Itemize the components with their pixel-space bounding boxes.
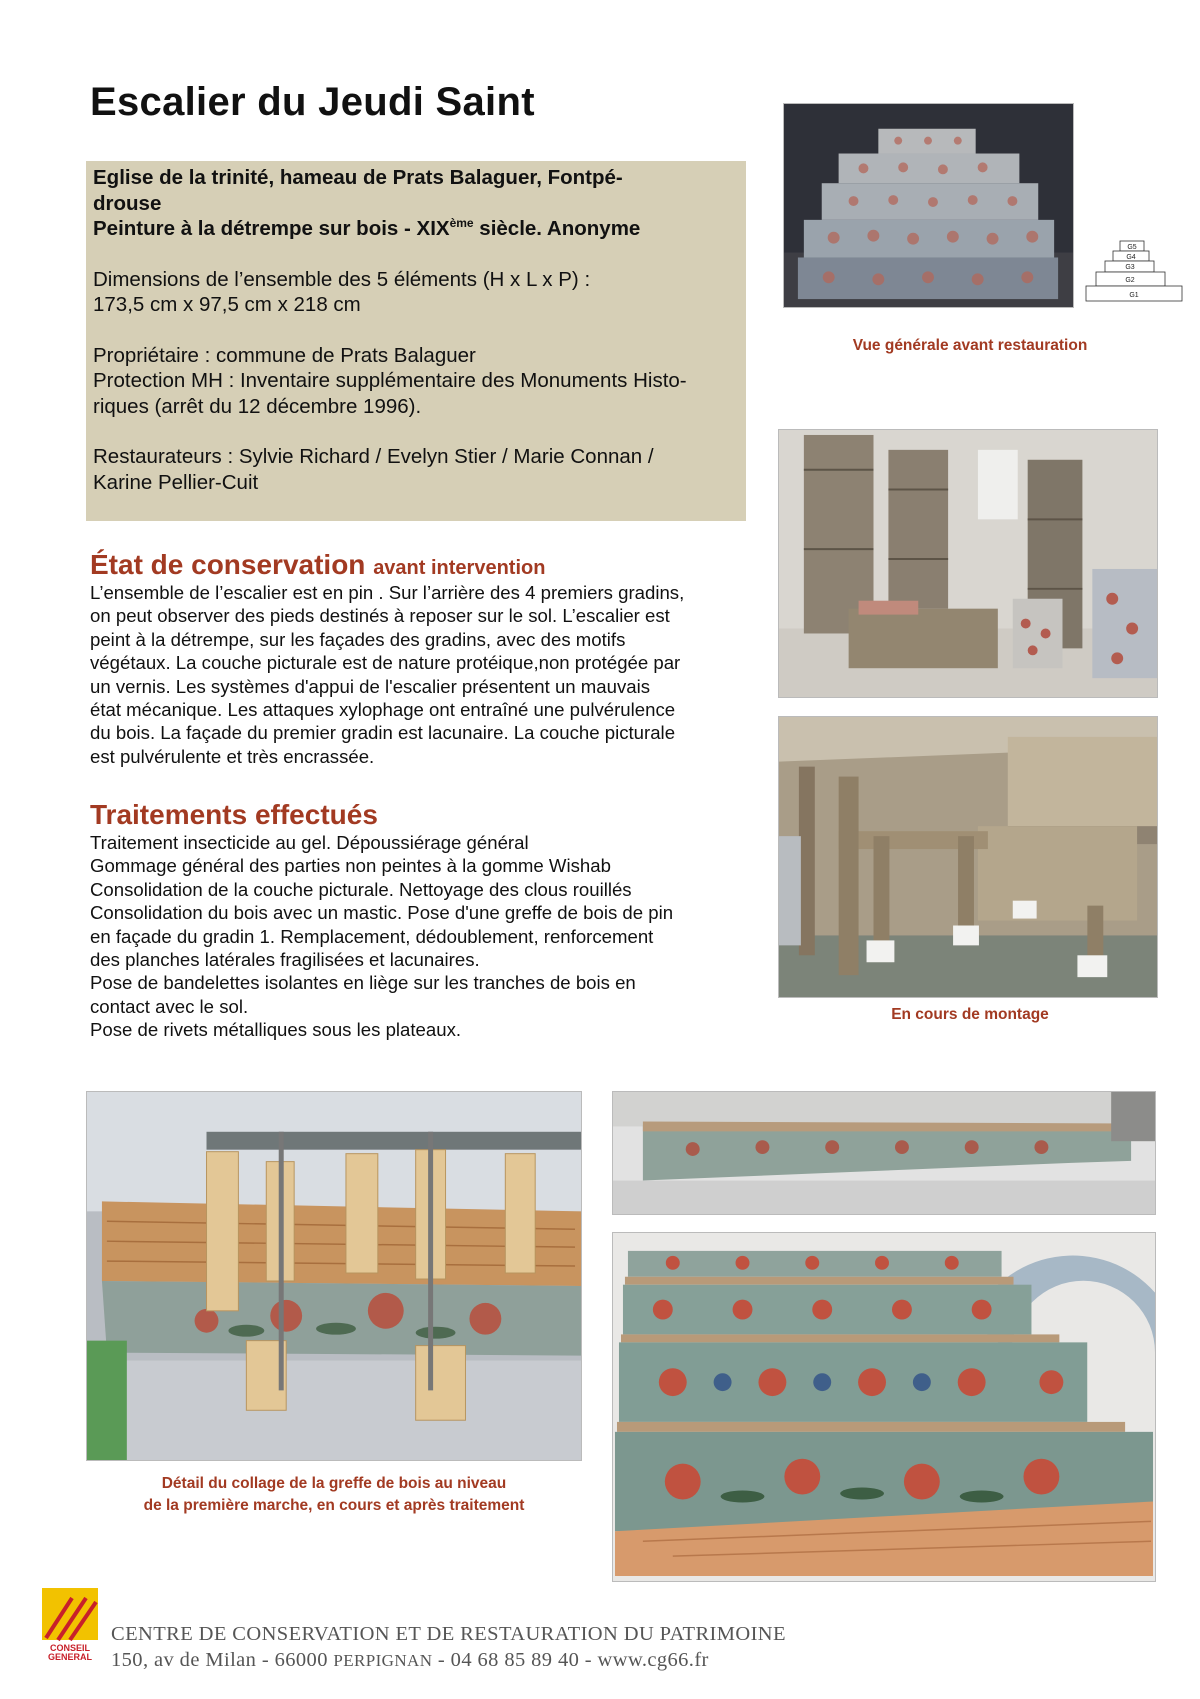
step-label-g3: G3 bbox=[1125, 264, 1135, 271]
text-line: végétaux. La couche picturale est de nature protéique,non protégée par bbox=[90, 652, 681, 674]
text-line: du bois. La façade du premier gradin est lacunaire. La couche picturale bbox=[90, 722, 676, 744]
footer-org: CENTRE DE CONSERVATION ET DE RESTAURATION DU PATRIMOINE bbox=[111, 1623, 786, 1645]
text-line: état mécanique. Les attaques xylophage ont entraîné une pulvérulence bbox=[90, 699, 676, 721]
treatments-text bbox=[90, 831, 750, 1042]
conservation-text bbox=[90, 581, 750, 768]
info-box bbox=[86, 161, 746, 521]
owner-line: Propriétaire : commune de Prats Balaguer bbox=[93, 343, 476, 367]
text-line: un vernis. Les systèmes d'appui de l'escalier présentent un mauvais bbox=[90, 675, 651, 697]
logo-text-1: CONSEIL bbox=[49, 1643, 91, 1653]
text-line: des planches latérales fragilisées et lacunaires. bbox=[90, 949, 480, 971]
assembly-caption: En cours de montage bbox=[891, 1006, 1049, 1023]
protection-line-1: Protection MH : Inventaire supplémentaire des Monuments Histo- bbox=[93, 369, 687, 392]
conservation-heading bbox=[90, 549, 750, 581]
page-title: Escalier du Jeudi Saint bbox=[90, 80, 535, 124]
footer-address-prefix: 150, av de Milan - 66000 bbox=[111, 1649, 334, 1671]
location-line-1: Eglise de la trinité, hameau de Prats Balaguer, Fontpé- bbox=[93, 166, 623, 189]
logo-text-2: GENERAL bbox=[47, 1652, 93, 1662]
dismantled-parts-photo bbox=[778, 429, 1158, 698]
restorers-line-2: Karine Pellier-Cuit bbox=[93, 470, 259, 494]
technique-suffix: siècle. Anonyme bbox=[473, 217, 641, 240]
location-line-2: drouse bbox=[93, 191, 162, 215]
conservation-section bbox=[90, 549, 750, 768]
footer bbox=[111, 1621, 786, 1674]
dimensions-line-2: 173,5 cm x 97,5 cm x 218 cm bbox=[93, 293, 361, 316]
century-superscript: ème bbox=[449, 216, 474, 231]
conservation-heading-sub: avant intervention bbox=[373, 557, 546, 579]
clamping-detail-photo bbox=[86, 1091, 582, 1461]
text-line: Pose de bandelettes isolantes en liège sur les tranches de bois en bbox=[90, 972, 636, 994]
text-line: en façade du gradin 1. Remplacement, dédoublement, renforcement bbox=[90, 925, 654, 947]
footer-address-suffix: - 04 68 85 89 40 - www.cg66.fr bbox=[432, 1649, 709, 1671]
after-restoration-photo bbox=[612, 1232, 1156, 1582]
text-line: Consolidation de la couche picturale. Nettoyage des clous rouillés bbox=[90, 878, 632, 900]
step-label-g2: G2 bbox=[1125, 277, 1135, 284]
assembly-photo bbox=[778, 716, 1158, 998]
conservation-heading-text: État de conservation bbox=[90, 549, 366, 580]
treatments-section bbox=[90, 799, 750, 1042]
general-view-caption: Vue générale avant restauration bbox=[852, 337, 1088, 354]
step-label-g1: G1 bbox=[1129, 292, 1139, 299]
detail-caption bbox=[86, 1473, 582, 1517]
text-line: on peut observer des pieds destinés à reposer sur le sol. L’escalier est bbox=[90, 605, 670, 627]
step-diagram bbox=[1085, 240, 1185, 305]
detail-caption-line-1: Détail du collage de la greffe de bois au niveau bbox=[161, 1475, 507, 1492]
protection-line-2: riques (arrêt du 12 décembre 1996). bbox=[93, 394, 422, 418]
dimensions-line-1: Dimensions de l’ensemble des 5 éléments (H x L x P) : bbox=[93, 267, 591, 291]
text-line: est pulvérulente et très encrassée. bbox=[90, 745, 375, 767]
technique-line bbox=[93, 216, 740, 242]
footer-city: PERPIGNAN bbox=[333, 1651, 433, 1670]
text-line: peint à la détrempe, sur les façades des gradins, avec des motifs bbox=[90, 628, 626, 650]
conseil-general-logo bbox=[42, 1588, 98, 1662]
technique-prefix: Peinture à la détrempe sur bois - XIX bbox=[93, 217, 450, 240]
top-board-photo bbox=[612, 1091, 1156, 1215]
restorers-line-1: Restaurateurs : Sylvie Richard / Evelyn Stier / Marie Connan / bbox=[93, 445, 654, 468]
text-line: L’ensemble de l’escalier est en pin . Sur l’arrière des 4 premiers gradins, bbox=[90, 582, 685, 603]
step-label-g4: G4 bbox=[1126, 254, 1136, 261]
treatments-heading: Traitements effectués bbox=[90, 799, 378, 830]
footer-address bbox=[111, 1647, 786, 1674]
text-line: Consolidation du bois avec un mastic. Pose d'une greffe de bois de pin bbox=[90, 902, 674, 924]
text-line: Pose de rivets métalliques sous les plateaux. bbox=[90, 1019, 462, 1041]
text-line: Traitement insecticide au gel. Dépoussiérage général bbox=[90, 832, 529, 853]
detail-caption-line-2: de la première marche, en cours et après traitement bbox=[143, 1497, 525, 1514]
text-line: contact avec le sol. bbox=[90, 995, 249, 1017]
text-line: Gommage général des parties non peintes à la gomme Wishab bbox=[90, 855, 611, 877]
step-label-g5: G5 bbox=[1127, 244, 1137, 251]
general-view-photo bbox=[783, 103, 1074, 308]
